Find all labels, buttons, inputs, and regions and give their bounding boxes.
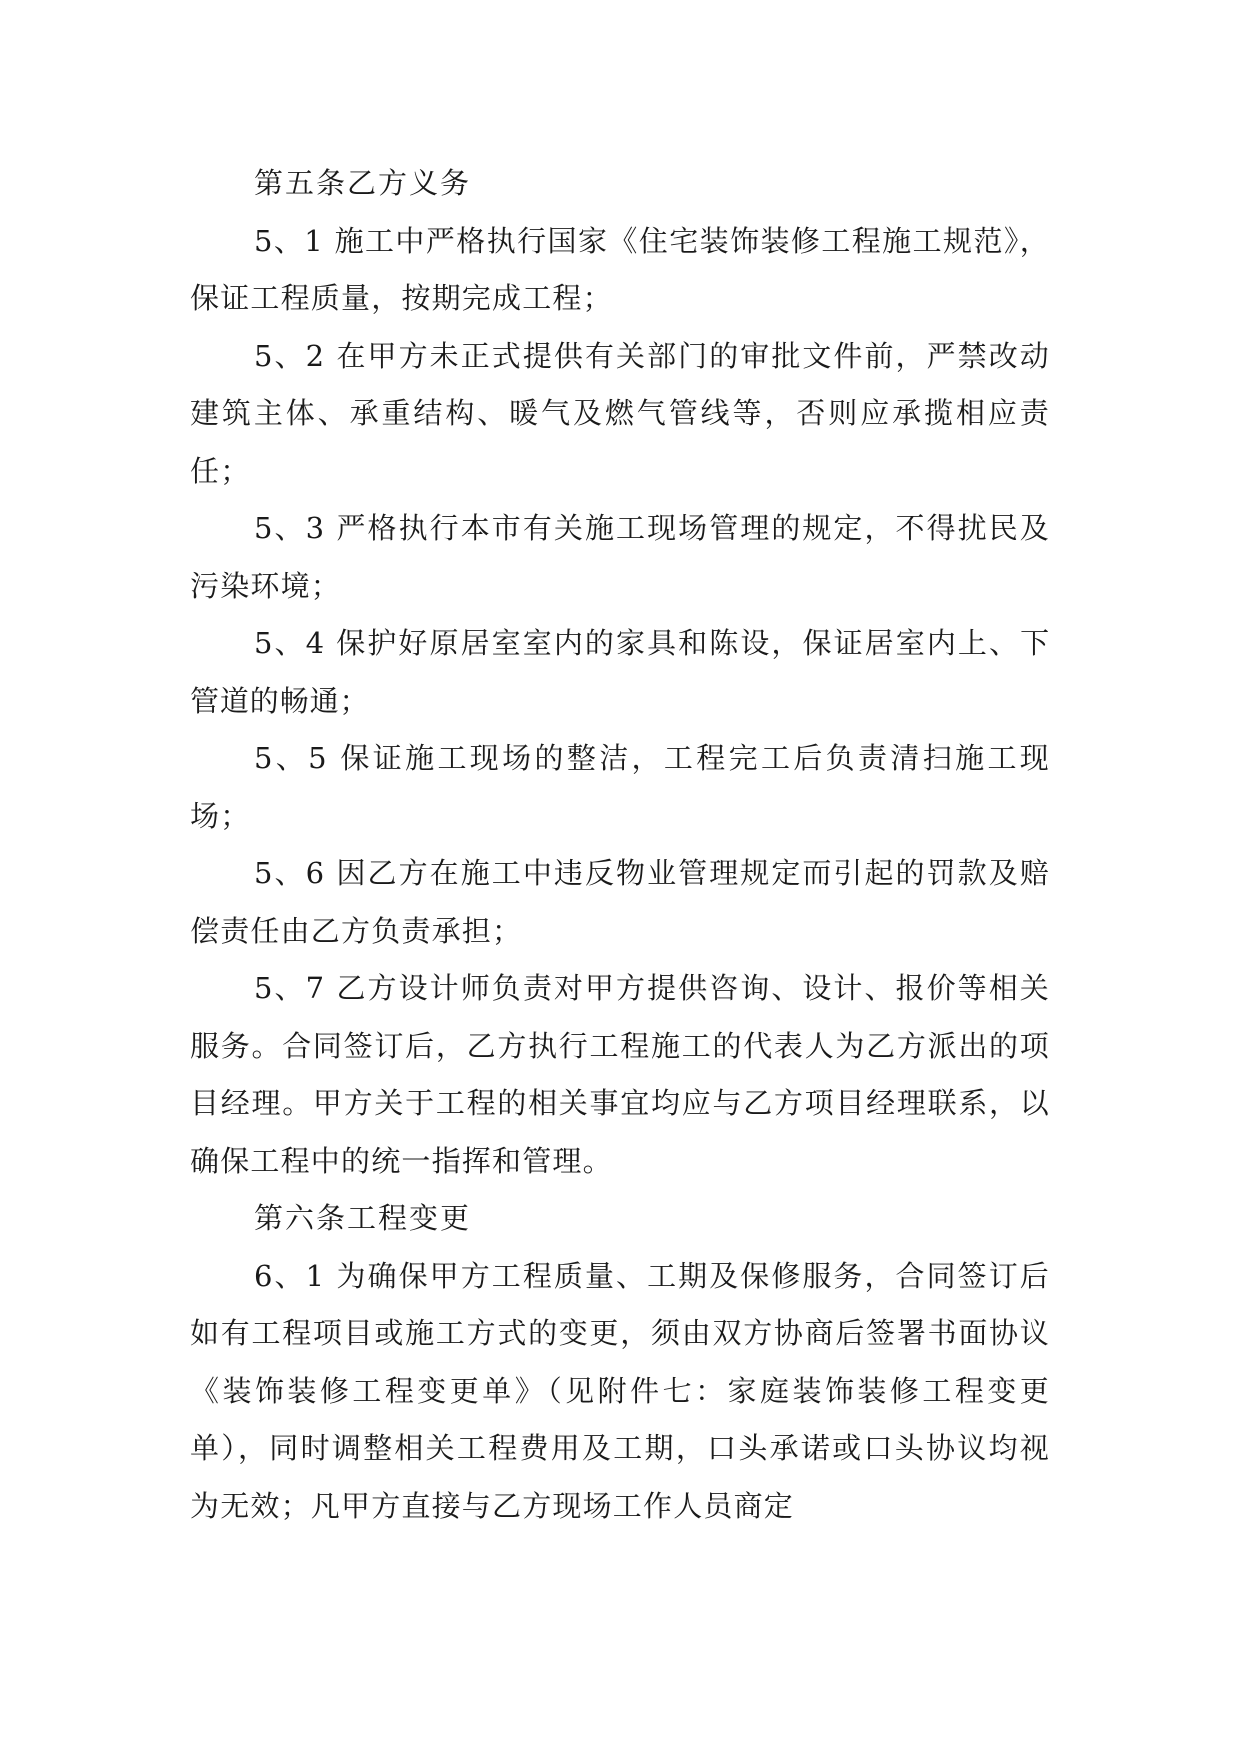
clause-5-5: 5、5 保证施工现场的整洁，工程完工后负责清扫施工现场； <box>190 741 1050 833</box>
clause-6-1: 6、1 为确保甲方工程质量、工期及保修服务，合同签订后如有工程项目或施工方式的变更，须由双方协商后签署书面协议《装饰装修工程变更单》（见附件七：家庭装饰装修工程变更单），同时调整相关工程费用及工期，口头承诺或口头协议均视为无效；凡甲方直接与乙方现场工作人员商定 <box>190 1258 1050 1523</box>
clause-5-1: 5、1 施工中严格执行国家《住宅装饰装修工程施工规范》，保证工程质量，按期完成工程； <box>190 223 1050 315</box>
document-body <box>190 155 1050 1535</box>
article-5-heading: 第五条乙方义务 <box>254 166 472 200</box>
clause-5-7: 5、7 乙方设计师负责对甲方提供咨询、设计、报价等相关服务。合同签订后，乙方执行工程施工的代表人为乙方派出的项目经理。甲方关于工程的相关事宜均应与乙方项目经理联系，以确保工程中的统一指挥和管理。 <box>190 971 1050 1178</box>
clause-5-4: 5、4 保护好原居室室内的家具和陈设，保证居室内上、下管道的畅通； <box>190 626 1050 718</box>
clause-5-2: 5、2 在甲方未正式提供有关部门的审批文件前，严禁改动建筑主体、承重结构、暖气及燃气管线等，否则应承揽相应责任； <box>190 338 1050 488</box>
article-6-heading: 第六条工程变更 <box>254 1201 472 1235</box>
clause-5-3: 5、3 严格执行本市有关施工现场管理的规定，不得扰民及污染环境； <box>190 511 1050 603</box>
clause-5-6: 5、6 因乙方在施工中违反物业管理规定而引起的罚款及赔偿责任由乙方负责承担； <box>190 856 1050 948</box>
